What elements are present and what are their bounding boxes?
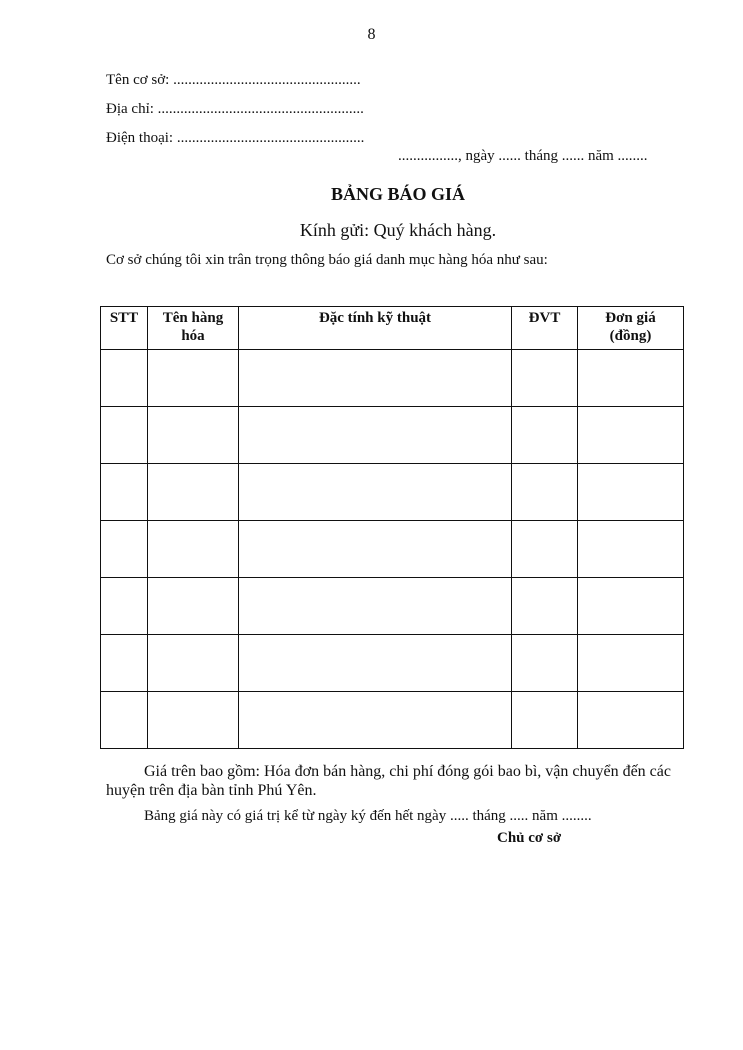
cell-stt [101, 578, 148, 635]
intro-text: Cơ sở chúng tôi xin trân trọng thông báo giá danh mục hàng hóa như sau: [106, 252, 548, 268]
address-field: Địa chỉ: ....................................................... [106, 101, 364, 117]
table-row [101, 521, 684, 578]
header-unit-price-line1: Đơn giá [605, 310, 656, 326]
table-row [101, 407, 684, 464]
table-row [101, 578, 684, 635]
cell-specification [239, 407, 512, 464]
table-row [101, 464, 684, 521]
cell-product-name [148, 521, 239, 578]
cell-unit-price [578, 521, 684, 578]
header-stt-label: STT [109, 310, 139, 326]
cell-stt [101, 635, 148, 692]
cell-stt [101, 464, 148, 521]
cell-specification [239, 578, 512, 635]
cell-product-name [148, 692, 239, 749]
table-row [101, 635, 684, 692]
greeting: Kính gửi: Quý khách hàng. [299, 220, 497, 240]
cell-unit-price [578, 464, 684, 521]
document-title: BẢNG BÁO GIÁ [330, 184, 465, 204]
header-specification [239, 307, 512, 350]
cell-specification [239, 635, 512, 692]
cell-specification [239, 464, 512, 521]
cell-product-name [148, 350, 239, 407]
cell-unit [512, 521, 578, 578]
validity-note: Bảng giá này có giá trị kể từ ngày ký đến hết ngày ..... tháng ..... năm ........ [144, 808, 592, 824]
table-row [101, 350, 684, 407]
cell-product-name [148, 407, 239, 464]
cell-unit [512, 635, 578, 692]
header-unit [512, 307, 578, 350]
header-product-name-line1: Tên hàng [162, 310, 224, 326]
header-unit-price-line2: (đồng) [609, 328, 652, 344]
cell-product-name [148, 464, 239, 521]
phone-field: Điện thoại: .................................................. [106, 130, 365, 146]
cell-unit-price [578, 350, 684, 407]
page-number: 8 [367, 26, 376, 43]
cell-stt [101, 692, 148, 749]
table-header-row [101, 307, 684, 350]
cell-unit [512, 407, 578, 464]
header-unit-price [578, 307, 684, 350]
header-unit-label: ĐVT [528, 310, 561, 326]
signer-label: Chủ cơ sở [497, 830, 562, 846]
header-stt [101, 307, 148, 350]
cell-specification [239, 350, 512, 407]
table-row [101, 692, 684, 749]
cell-unit-price [578, 578, 684, 635]
cell-product-name [148, 635, 239, 692]
cell-unit [512, 350, 578, 407]
cell-unit [512, 578, 578, 635]
date-line: ................, ngày ...... tháng ...... năm ........ [398, 148, 648, 164]
header-product-name [148, 307, 239, 350]
cell-unit [512, 464, 578, 521]
header-product-name-line2: hóa [181, 328, 205, 344]
price-table [100, 306, 684, 749]
cell-stt [101, 521, 148, 578]
cell-unit [512, 692, 578, 749]
cell-stt [101, 350, 148, 407]
cell-unit-price [578, 407, 684, 464]
cell-specification [239, 521, 512, 578]
business-name-field: Tên cơ sở: .................................................. [106, 72, 361, 88]
cell-unit-price [578, 692, 684, 749]
header-specification-label: Đặc tính kỹ thuật [318, 310, 432, 326]
cell-unit-price [578, 635, 684, 692]
cell-specification [239, 692, 512, 749]
table-body [101, 350, 684, 749]
cell-stt [101, 407, 148, 464]
price-inclusion-note: Giá trên bao gồm: Hóa đơn bán hàng, chi phí đóng gói bao bì, vận chuyển đến các huyện trên địa bàn tỉnh Phú Yên. [106, 763, 671, 799]
cell-product-name [148, 578, 239, 635]
